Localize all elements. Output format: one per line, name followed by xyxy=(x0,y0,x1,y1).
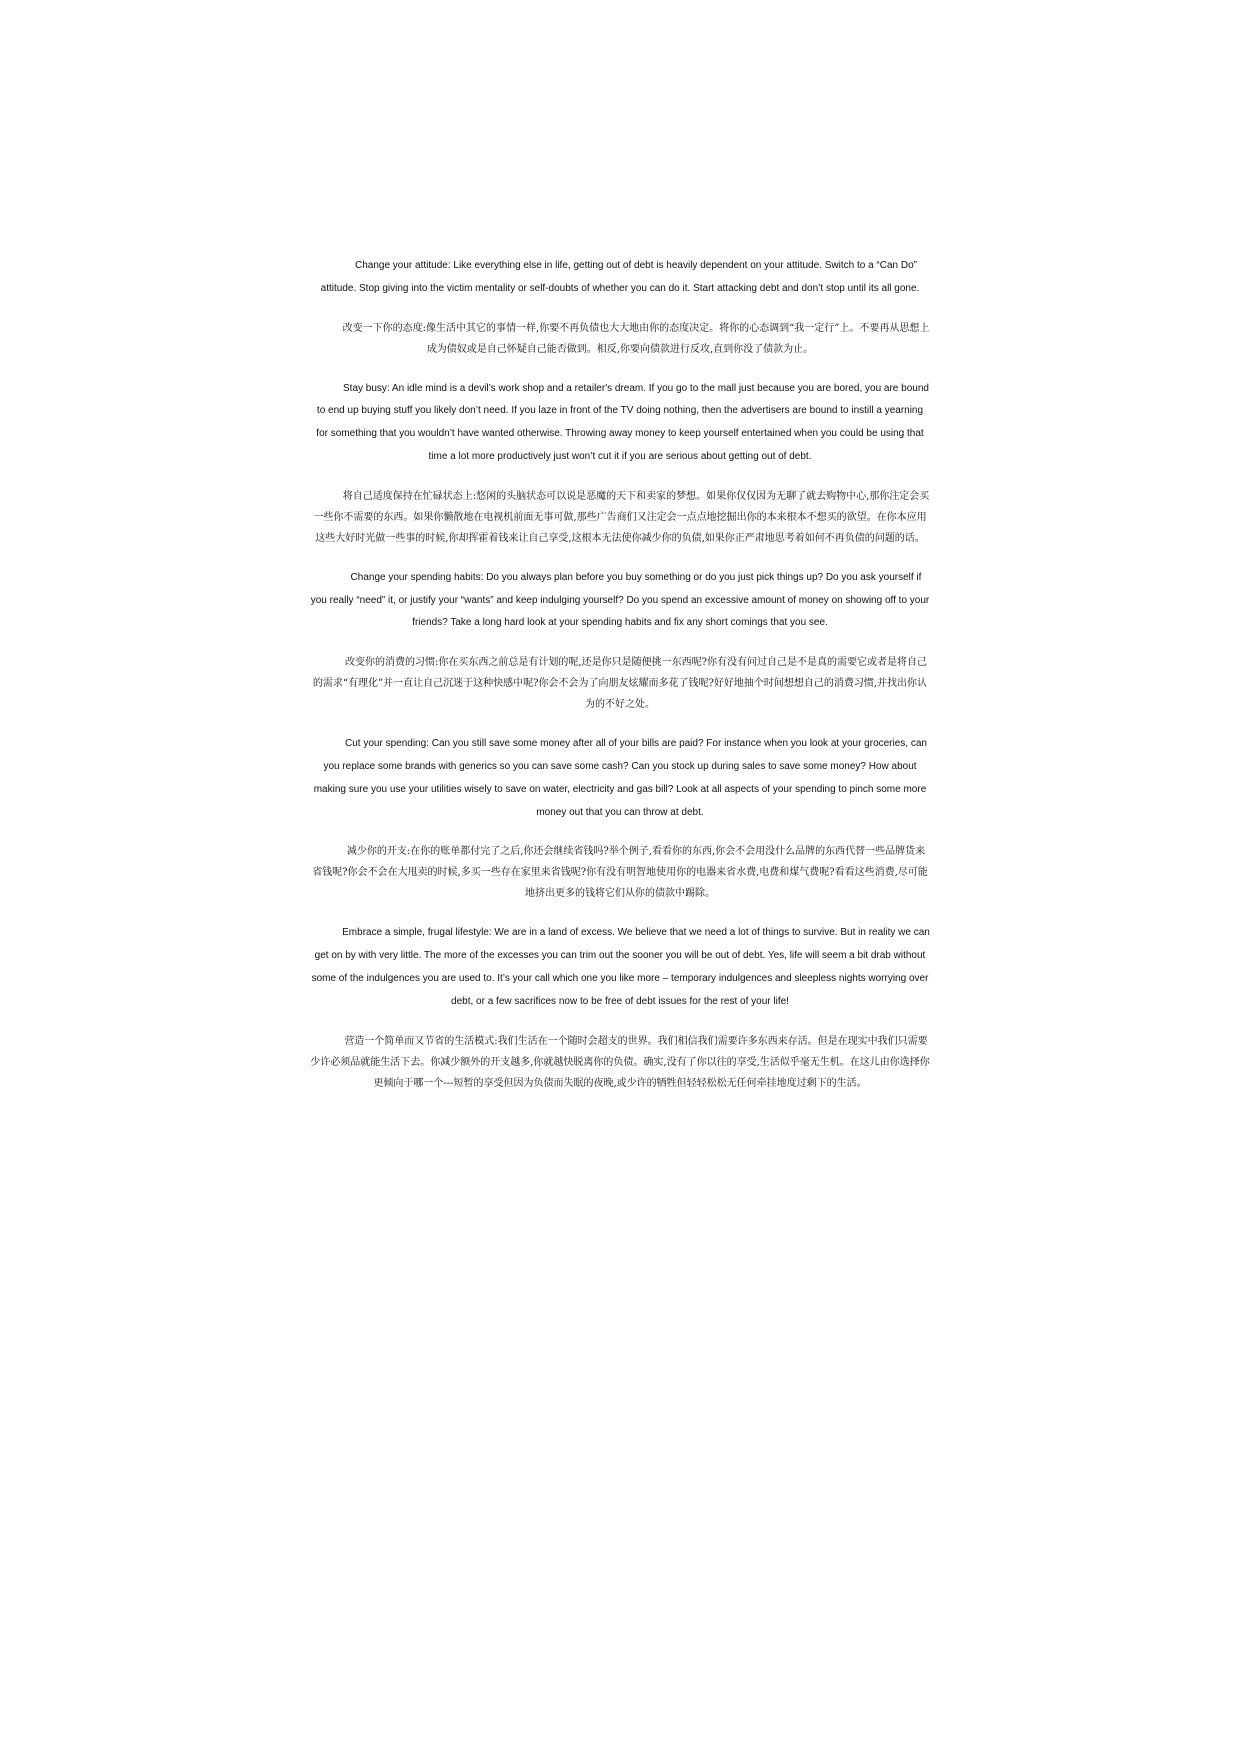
paragraph-cut-spending-en: Cut your spending: Can you still save some money after all of your bills are paid? For instance when you look at your groceries, can you replace some brands with generics so you can save some cash? Can you stock up during sales to save some money? How about making sure you use your utilities wisely to save on water, electricity and gas bill? Look at all aspects of your spending to pinch some more money out that you can throw at debt. xyxy=(313,738,927,818)
paragraph-cut-spending-zh: 减少你的开支:在你的账单都付完了之后,你还会继续省钱吗?举个例子,看看你的东西,你会不会用没什么品牌的东西代替一些品牌货来省钱呢?你会不会在大甩卖的时候,多买一些存在家里来省钱呢?你有没有明智地使用你的电器来省水费,电费和煤气费呢?看看这些消费,尽可能地挤出更多的钱将它们从你的债款中踢除。 xyxy=(312,846,928,900)
document-body xyxy=(310,255,930,1112)
paragraph-stay-busy-zh: 将自己适度保持在忙碌状态上:悠闲的头脑状态可以说是恶魔的天下和卖家的梦想。如果你仅仅因为无聊了就去购物中心,那你注定会买一些你不需要的东西。如果你懒散地在电视机前面无事可做,那些广告商们又注定会一点点地挖掘出你的本来根本不想买的欲望。在你本应用这些大好时光做一些事的时候,你却挥霍着钱来让自己享受,这根本无法使你减少你的负债,如果你正严肃地思考着如何不再负债的问题的话。 xyxy=(313,490,930,544)
paragraph-spending-habits-zh: 改变你的消费的习惯:你在买东西之前总是有计划的呢,还是你只是随便挑一东西呢?你有没有问过自己是不是真的需要它或者是将自己的需求“有理化”并一直让自己沉迷于这种快感中呢?你会不会为了向朋友炫耀而多花了钱呢?好好地抽个时间想想自己的消费习惯,并找出你认为的不好之处。 xyxy=(312,657,928,711)
paragraph-attitude-zh: 改变一下你的态度:像生活中其它的事情一样,你要不再负债也大大地由你的态度决定。将你的心态调到“我一定行”上。不要再从思想上成为债奴或是自己怀疑自己能否做到。相反,你要向债款进行反攻,直到你没了债款为止。 xyxy=(342,322,930,355)
paragraph-frugal-lifestyle-en: Embrace a simple, frugal lifestyle: We are in a land of excess. We believe that we need a lot of things to survive. But in reality we can get on by with very little. The more of the excesses you can trim out the sooner you will be out of debt. Yes, life will seem a bit drab without some of the indulgences you are used to. It’s your call which one you like more – temporary indulgences and sleepless nights worrying over debt, or a few sacrifices now to be free of debt issues for the rest of your life! xyxy=(311,927,930,1007)
paragraph-attitude-en: Change your attitude: Like everything else in life, getting out of debt is heavily dependent on your attitude. Switch to a “Can Do” attitude. Stop giving into the victim mentality or self-doubts of whether you can do it. Start attacking debt and don’t stop until its all gone. xyxy=(320,260,920,294)
paragraph-frugal-lifestyle-zh: 营造一个简单而又节省的生活模式:我们生活在一个随时会超支的世界。我们相信我们需要许多东西来存活。但是在现实中我们只需要少许必须品就能生活下去。你减少额外的开支越多,你就越快脱离你的负债。确实,没有了你以往的享受,生活似乎毫无生机。在这儿由你选择你更倾向于哪一个---短暂的享受但因为负债而失眠的夜晚,或少许的牺牲但轻轻松松无任何牵挂地度过剩下的生活。 xyxy=(310,1035,930,1089)
paragraph-stay-busy-en: Stay busy: An idle mind is a devil’s work shop and a retailer's dream. If you go to the mall just because you are bored, you are bound to end up buying stuff you likely don’t need. If you laze in front of the TV doing nothing, then the advertisers are bound to instill a yearning for something that you wouldn’t have wanted otherwise. Throwing away money to keep yourself entertained when you could be using that time a lot more productively just won’t cut it if you are serious about getting out of debt. xyxy=(316,382,929,462)
paragraph-spending-habits-en: Change your spending habits: Do you always plan before you buy something or do you just pick things up? Do you ask yourself if you really “need” it, or justify your “wants” and keep indulging yourself? Do you spend an excessive amount of money on showing off to your friends? Take a long hard look at your spending habits and fix any short comings that you see. xyxy=(310,571,930,629)
